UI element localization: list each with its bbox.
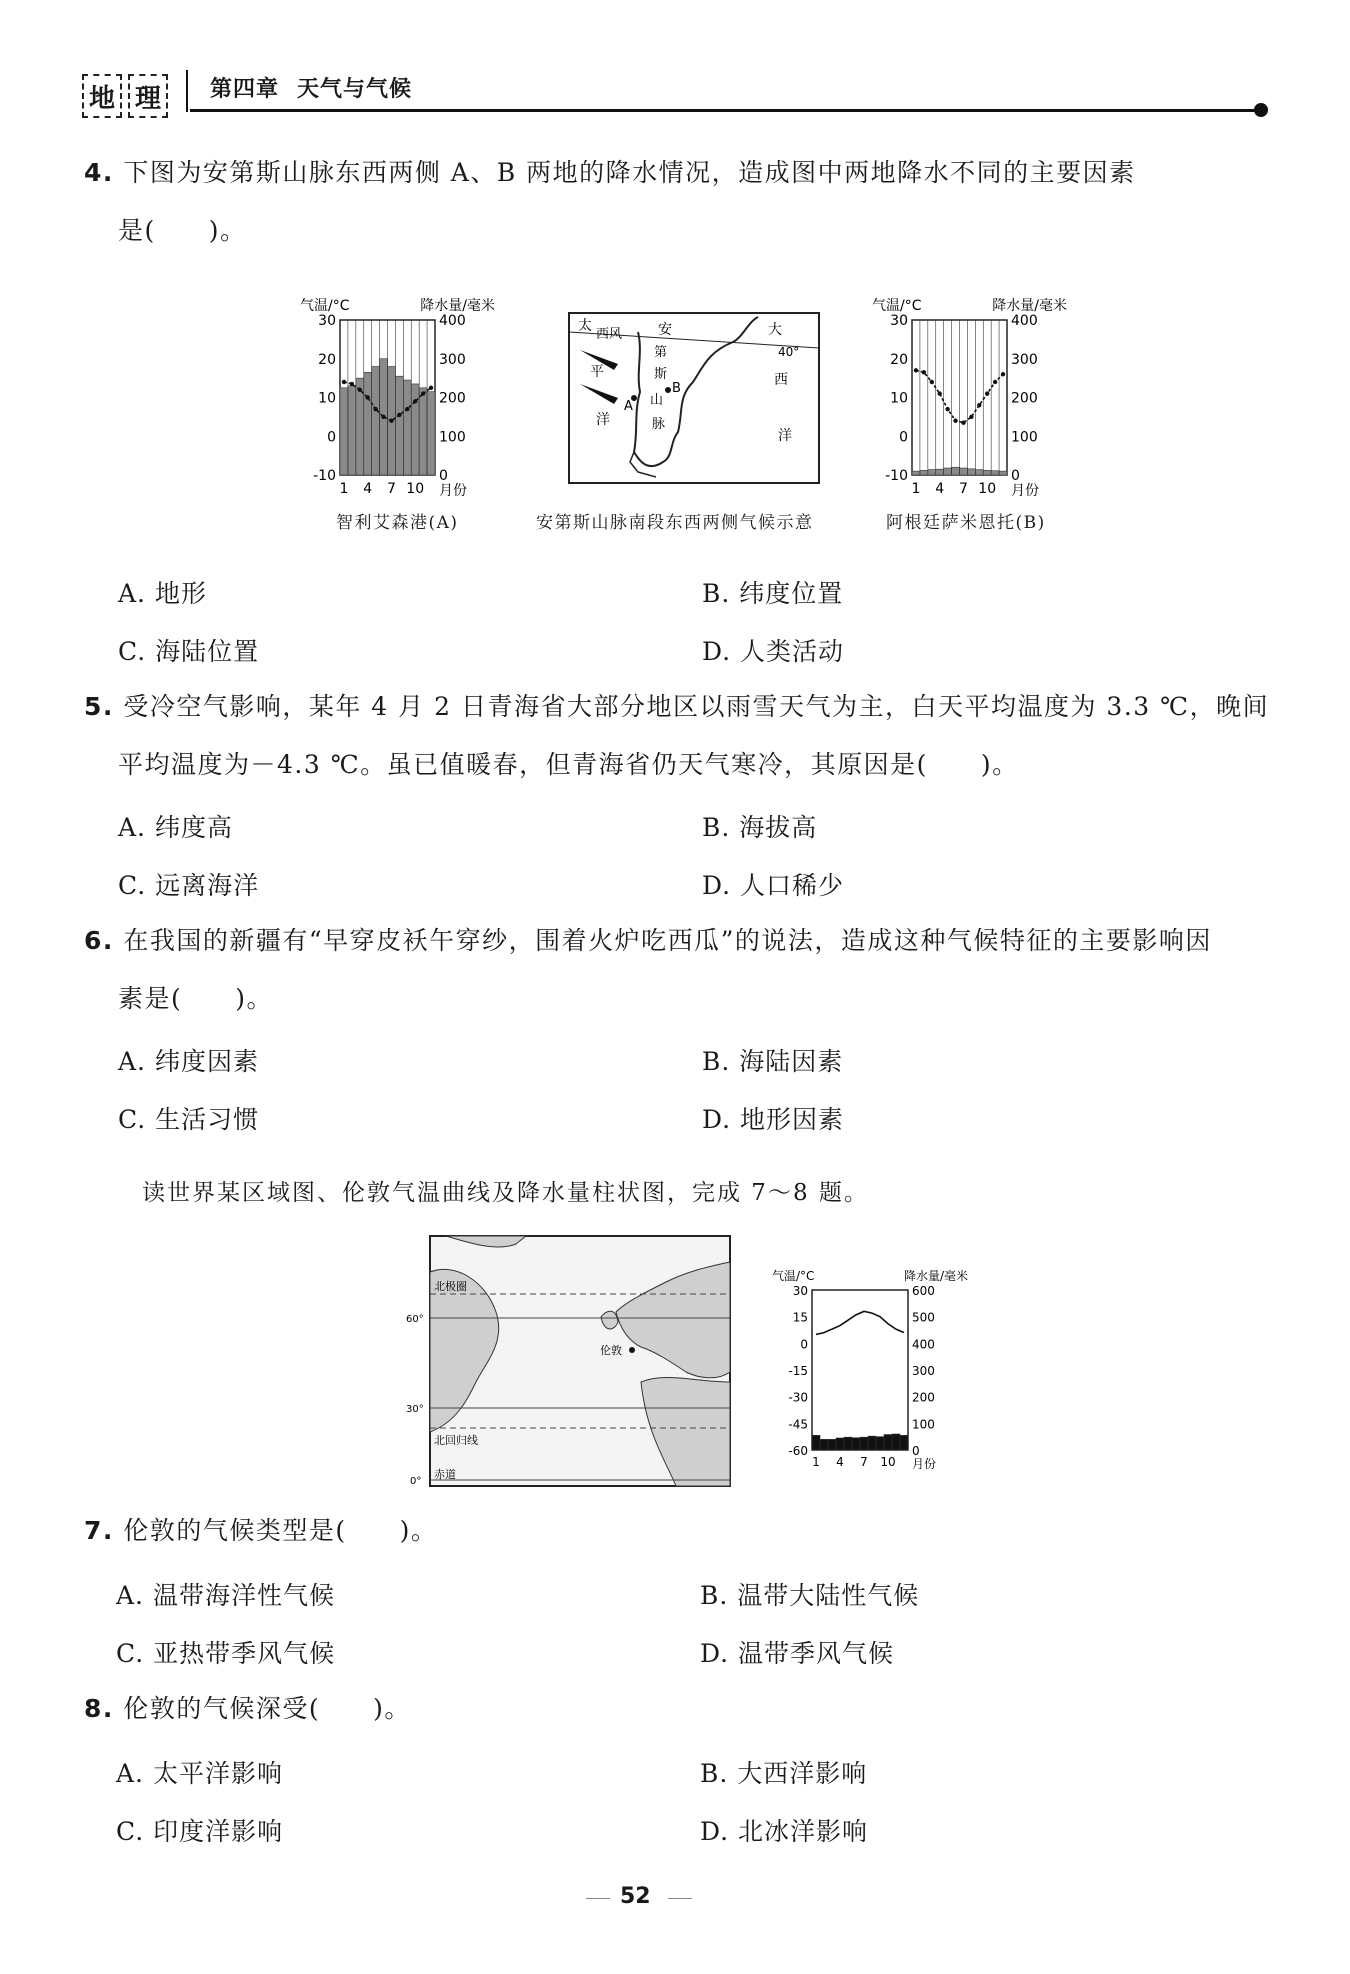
precip-tick-label: 0	[439, 468, 448, 484]
precip-bar	[411, 384, 419, 475]
temperature-point	[413, 399, 417, 403]
precip-tick-label: 100	[1011, 429, 1038, 446]
precip-tick-label: 300	[1011, 351, 1038, 368]
chapter-title	[210, 72, 430, 103]
arctic-circle-label: 北极圈	[434, 1280, 467, 1293]
month-tick-label: 7	[958, 481, 968, 497]
temp-tick-label: 0	[327, 429, 336, 446]
temperature-point	[358, 388, 362, 392]
precip-axis-label: 降水量/毫米	[903, 1269, 968, 1283]
temp-tick-label: -60	[788, 1444, 808, 1458]
temp-tick-label: 0	[899, 429, 908, 446]
temperature-point	[914, 368, 918, 372]
chart-frame	[812, 1290, 908, 1450]
precip-bar	[403, 380, 411, 475]
precip-bar	[836, 1438, 844, 1450]
precip-tick-label: 600	[912, 1284, 935, 1298]
precip-bar	[892, 1434, 900, 1450]
temperature-point	[961, 420, 965, 424]
header-rule	[190, 109, 1260, 112]
option-c[interactable]: C. 远离海洋	[118, 871, 260, 900]
question-number: 6.	[84, 926, 114, 955]
temperature-point	[421, 391, 425, 395]
question-text: 伦敦的气候类型是( )。	[123, 1516, 438, 1545]
precip-tick-label: 400	[912, 1337, 935, 1352]
month-axis-label: 月份	[1011, 483, 1039, 499]
precip-bar	[860, 1437, 868, 1450]
question-4	[84, 158, 1136, 188]
temp-tick-label: 10	[890, 390, 908, 407]
subject-char: 地	[82, 74, 122, 118]
map-point-b: B	[672, 381, 681, 396]
andes-map	[568, 312, 820, 484]
precip-bar	[348, 386, 356, 475]
question-number: 8.	[84, 1694, 114, 1723]
question-4-line2: 是( )。	[118, 216, 247, 245]
month-tick-label: 4	[935, 481, 945, 497]
map-atlantic-2: 西	[774, 372, 788, 388]
precip-tick-label: 100	[912, 1417, 935, 1432]
temp-tick-label: 20	[318, 351, 336, 368]
map-caption: 安第斯山脉南段东西两侧气候示意	[536, 513, 814, 533]
temperature-point	[977, 403, 981, 407]
london-climate-chart	[762, 1262, 974, 1482]
temperature-point	[938, 391, 942, 395]
precip-bar	[936, 469, 944, 475]
subject-label	[82, 74, 174, 118]
precip-bar	[828, 1439, 836, 1450]
map-point-a: A	[624, 399, 633, 414]
map-pacific-2: 平	[590, 364, 604, 380]
option-d[interactable]: D. 人类活动	[702, 637, 845, 666]
temp-axis-label: 气温/°C	[300, 298, 350, 314]
option-d[interactable]: D. 北冰洋影响	[700, 1817, 869, 1846]
month-tick-label: 1	[812, 1455, 820, 1469]
temp-tick-label: -15	[788, 1364, 808, 1378]
page-number-dash	[668, 1898, 692, 1899]
option-b[interactable]: B. 纬度位置	[702, 579, 844, 608]
precip-axis-label: 降水量/毫米	[992, 298, 1067, 314]
page-number-dash	[586, 1898, 610, 1899]
precip-tick-label: 100	[439, 429, 466, 446]
temperature-point	[953, 419, 957, 423]
page-number: 52	[620, 1884, 651, 1909]
option-b[interactable]: B. 大西洋影响	[700, 1759, 868, 1788]
precip-bar	[427, 392, 435, 475]
question-text: 在我国的新疆有“早穿皮袄午穿纱，围着火炉吃西瓜”的说法，造成这种气候特征的主要影响因	[123, 926, 1212, 955]
map-atlantic-1: 大	[768, 322, 782, 338]
option-b[interactable]: B. 温带大陆性气候	[700, 1581, 920, 1610]
precip-bar	[975, 470, 983, 475]
month-tick-label: 1	[911, 481, 921, 497]
temperature-point	[1001, 372, 1005, 376]
temperature-point	[350, 382, 354, 386]
precip-bar	[967, 469, 975, 475]
temperature-point	[389, 419, 393, 423]
climate-chart-b	[862, 290, 1097, 505]
map-andes-4: 山	[650, 393, 664, 408]
precip-bar	[852, 1438, 860, 1450]
option-a[interactable]: A. 温带海洋性气候	[116, 1581, 335, 1610]
question-text: 受冷空气影响，某年 4 月 2 日青海省大部分地区以雨雪天气为主，白天平均温度为 3.3 ℃，晚间	[123, 692, 1270, 721]
lat-60-label: 60°	[406, 1314, 424, 1325]
precip-bar	[920, 470, 928, 475]
precip-bar	[340, 388, 348, 475]
temperature-point	[342, 380, 346, 384]
option-c[interactable]: C. 生活习惯	[118, 1105, 260, 1134]
temperature-point	[373, 407, 377, 411]
month-tick-label: 10	[406, 481, 425, 497]
london-label: 伦敦	[600, 1344, 622, 1357]
temperature-point	[993, 380, 997, 384]
option-c[interactable]: C. 海陆位置	[118, 637, 260, 666]
precip-tick-label: 400	[439, 313, 466, 329]
map-pacific-3: 洋	[596, 412, 610, 428]
month-tick-label: 7	[386, 481, 396, 497]
map-andes-2: 第	[654, 345, 668, 360]
temperature-point	[930, 380, 934, 384]
precip-tick-label: 300	[439, 351, 466, 368]
precip-tick-label: 300	[912, 1364, 935, 1378]
option-b[interactable]: B. 海陆因素	[702, 1047, 844, 1076]
precip-bar	[812, 1435, 820, 1450]
temperature-point	[985, 391, 989, 395]
temperature-point	[922, 370, 926, 374]
precip-bar	[820, 1439, 828, 1450]
tropic-label: 北回归线	[434, 1434, 478, 1447]
question-6	[84, 926, 1212, 956]
temp-axis-label: 气温/°C	[772, 1269, 815, 1283]
lat-0-label: 0°	[410, 1476, 422, 1487]
temp-tick-label: 20	[890, 351, 908, 368]
map-andes-1: 安	[658, 322, 672, 338]
precip-bar	[876, 1437, 884, 1450]
climate-chart-a	[290, 290, 525, 505]
precip-tick-label: 200	[439, 390, 466, 407]
world-region-map	[406, 1232, 736, 1492]
month-axis-label: 月份	[439, 483, 467, 499]
precip-axis-label: 降水量/毫米	[420, 298, 495, 314]
precip-tick-label: 0	[912, 1444, 920, 1458]
month-tick-label: 4	[363, 481, 373, 497]
option-a[interactable]: A. 太平洋影响	[116, 1759, 283, 1788]
precip-bar	[868, 1436, 876, 1450]
precip-bar	[983, 470, 991, 475]
month-tick-label: 10	[978, 481, 997, 497]
precip-tick-label: 500	[912, 1310, 935, 1325]
question-text: 下图为安第斯山脉东西两侧 A、B 两地的降水情况，造成图中两地降水不同的主要因素	[123, 158, 1136, 187]
precip-tick-label: 400	[1011, 313, 1038, 329]
group-intro: 读世界某区域图、伦敦气温曲线及降水量柱状图，完成 7～8 题。	[142, 1180, 869, 1206]
map-latitude: 40°	[778, 345, 800, 359]
question-number: 7.	[84, 1516, 114, 1545]
precip-bar	[372, 367, 380, 476]
map-andes-5: 脉	[652, 417, 666, 432]
temp-tick-label: -45	[788, 1417, 808, 1432]
precip-bar	[928, 470, 936, 475]
precip-bar	[912, 471, 920, 475]
option-b[interactable]: B. 海拔高	[702, 813, 818, 842]
temperature-point	[366, 395, 370, 399]
temp-tick-label: -30	[788, 1390, 808, 1405]
temperature-point	[381, 415, 385, 419]
map-andes-3: 斯	[654, 367, 668, 382]
temp-tick-label: 30	[318, 313, 336, 329]
subject-char: 理	[128, 74, 168, 118]
precip-bar	[999, 471, 1007, 475]
map-atlantic-3: 洋	[778, 428, 792, 444]
chapter-name: 天气与气候	[297, 76, 413, 102]
precip-bar	[884, 1435, 892, 1450]
temperature-point	[405, 407, 409, 411]
month-axis-label: 月份	[912, 1457, 937, 1471]
lat-30-label: 30°	[406, 1404, 424, 1415]
option-d[interactable]: D. 人口稀少	[702, 871, 845, 900]
precip-bar	[991, 471, 999, 475]
precip-tick-label: 0	[1011, 468, 1020, 484]
option-a[interactable]: A. 地形	[118, 579, 207, 608]
option-d[interactable]: D. 温带季风气候	[700, 1639, 895, 1668]
precip-bar	[844, 1437, 852, 1450]
option-a[interactable]: A. 纬度因素	[118, 1047, 259, 1076]
precip-tick-label: 200	[1011, 390, 1038, 407]
option-c[interactable]: C. 印度洋影响	[116, 1817, 284, 1846]
question-text: 伦敦的气候深受( )。	[123, 1694, 411, 1723]
map-westerly: 西风	[596, 327, 623, 342]
map-pacific-1: 太	[578, 318, 592, 334]
question-7	[84, 1516, 437, 1546]
option-a[interactable]: A. 纬度高	[118, 813, 233, 842]
temp-tick-label: -10	[885, 468, 908, 484]
precip-bar	[960, 468, 968, 475]
chart-a-caption: 智利艾森港(A)	[336, 513, 459, 533]
equator-label: 赤道	[434, 1468, 456, 1481]
temp-tick-label: 15	[792, 1310, 808, 1325]
precip-tick-label: 200	[912, 1390, 935, 1405]
month-tick-label: 4	[836, 1455, 844, 1469]
precip-bar	[395, 376, 403, 475]
option-c[interactable]: C. 亚热带季风气候	[116, 1639, 336, 1668]
precip-bar	[952, 467, 960, 475]
temp-tick-label: 30	[890, 313, 908, 329]
month-tick-label: 7	[860, 1455, 868, 1469]
temperature-point	[429, 386, 433, 390]
question-number: 5.	[84, 692, 114, 721]
temperature-point	[945, 407, 949, 411]
header-divider	[186, 70, 188, 112]
question-8	[84, 1694, 411, 1724]
chart-b-caption: 阿根廷萨米恩托(B)	[886, 513, 1046, 533]
precip-bar	[900, 1435, 908, 1450]
temp-tick-label: -10	[313, 468, 336, 484]
question-number: 4.	[84, 158, 114, 187]
precip-bar	[419, 388, 427, 475]
temp-tick-label: 0	[800, 1337, 808, 1352]
temperature-point	[397, 413, 401, 417]
option-d[interactable]: D. 地形因素	[702, 1105, 845, 1134]
temperature-point	[969, 415, 973, 419]
header-rule-dot	[1254, 103, 1268, 117]
temp-tick-label: 10	[318, 390, 336, 407]
question-6-line2: 素是( )。	[118, 984, 274, 1013]
question-5	[84, 692, 1269, 722]
month-tick-label: 10	[880, 1455, 896, 1469]
chapter-number: 第四章	[210, 76, 280, 102]
temp-axis-label: 气温/°C	[872, 298, 922, 314]
month-tick-label: 1	[339, 481, 349, 497]
temp-tick-label: 30	[792, 1284, 808, 1298]
precip-bar	[364, 372, 372, 475]
question-5-line2: 平均温度为－4.3 ℃。虽已值暖春，但青海省仍天气寒冷，其原因是( )。	[118, 750, 1019, 779]
precip-bar	[944, 468, 952, 475]
